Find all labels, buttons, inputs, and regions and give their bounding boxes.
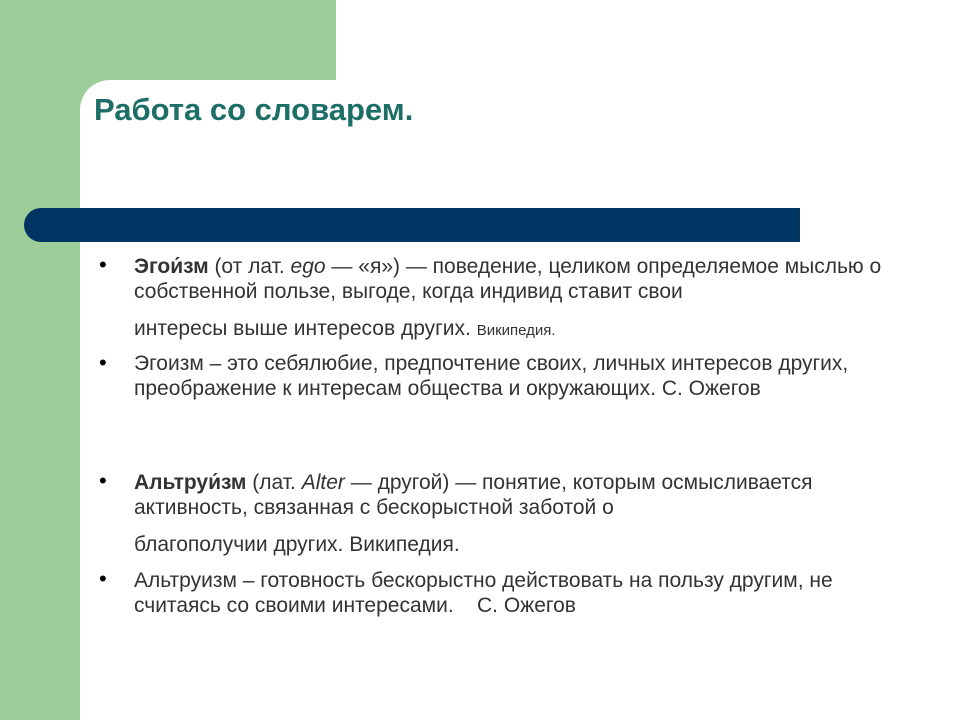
altruism-latin: Alter <box>301 471 345 494</box>
bullet-marker: • <box>99 566 107 591</box>
bullet-marker: • <box>99 252 107 277</box>
bullet-marker: • <box>99 468 107 493</box>
egoism-ozhegov-definition: Эгоизм – это себялюбие, предпочтение своих, личных интересов других, преображение к интересам общества и окружающих. С. Ожегов <box>134 352 849 400</box>
egoism-part1: (от лат. <box>208 255 291 278</box>
egoism-source: Википедия. <box>476 322 556 339</box>
egoism-def-line3 <box>134 316 894 343</box>
altruism-part2: — другой) — понятие, которым осмысливается активность, связанная с бескорыстной заботой о <box>134 471 813 519</box>
altruism-def-line3: благополучии других. Википедия. <box>134 533 460 556</box>
altruism-ozhegov-definition: Альтруизм – готовность бескорыстно действовать на пользу другим, не считаясь со своими интересами. С. Ожегов <box>134 569 839 617</box>
egoism-line3: интересы выше интересов других. <box>134 317 477 340</box>
egoism-definition <box>134 254 894 343</box>
bullet-marker: • <box>99 350 107 375</box>
altruism-part1: (лат. <box>246 471 302 494</box>
egoism-def-main <box>134 255 881 303</box>
altruism-def-main <box>134 471 813 519</box>
title-divider-bar <box>24 208 800 242</box>
egoism-term: Эгои́зм <box>134 255 209 278</box>
egoism-latin: ego <box>290 255 326 278</box>
altruism-definition <box>134 470 894 557</box>
altruism-term: Альтруи́зм <box>134 471 247 494</box>
slide-title: Работа со словарем. <box>94 92 414 127</box>
egoism-part2: — «я») — поведение, целиком определяемое мыслью о собственной пользе, выгоде, когда индивид ставит свои <box>134 255 882 303</box>
